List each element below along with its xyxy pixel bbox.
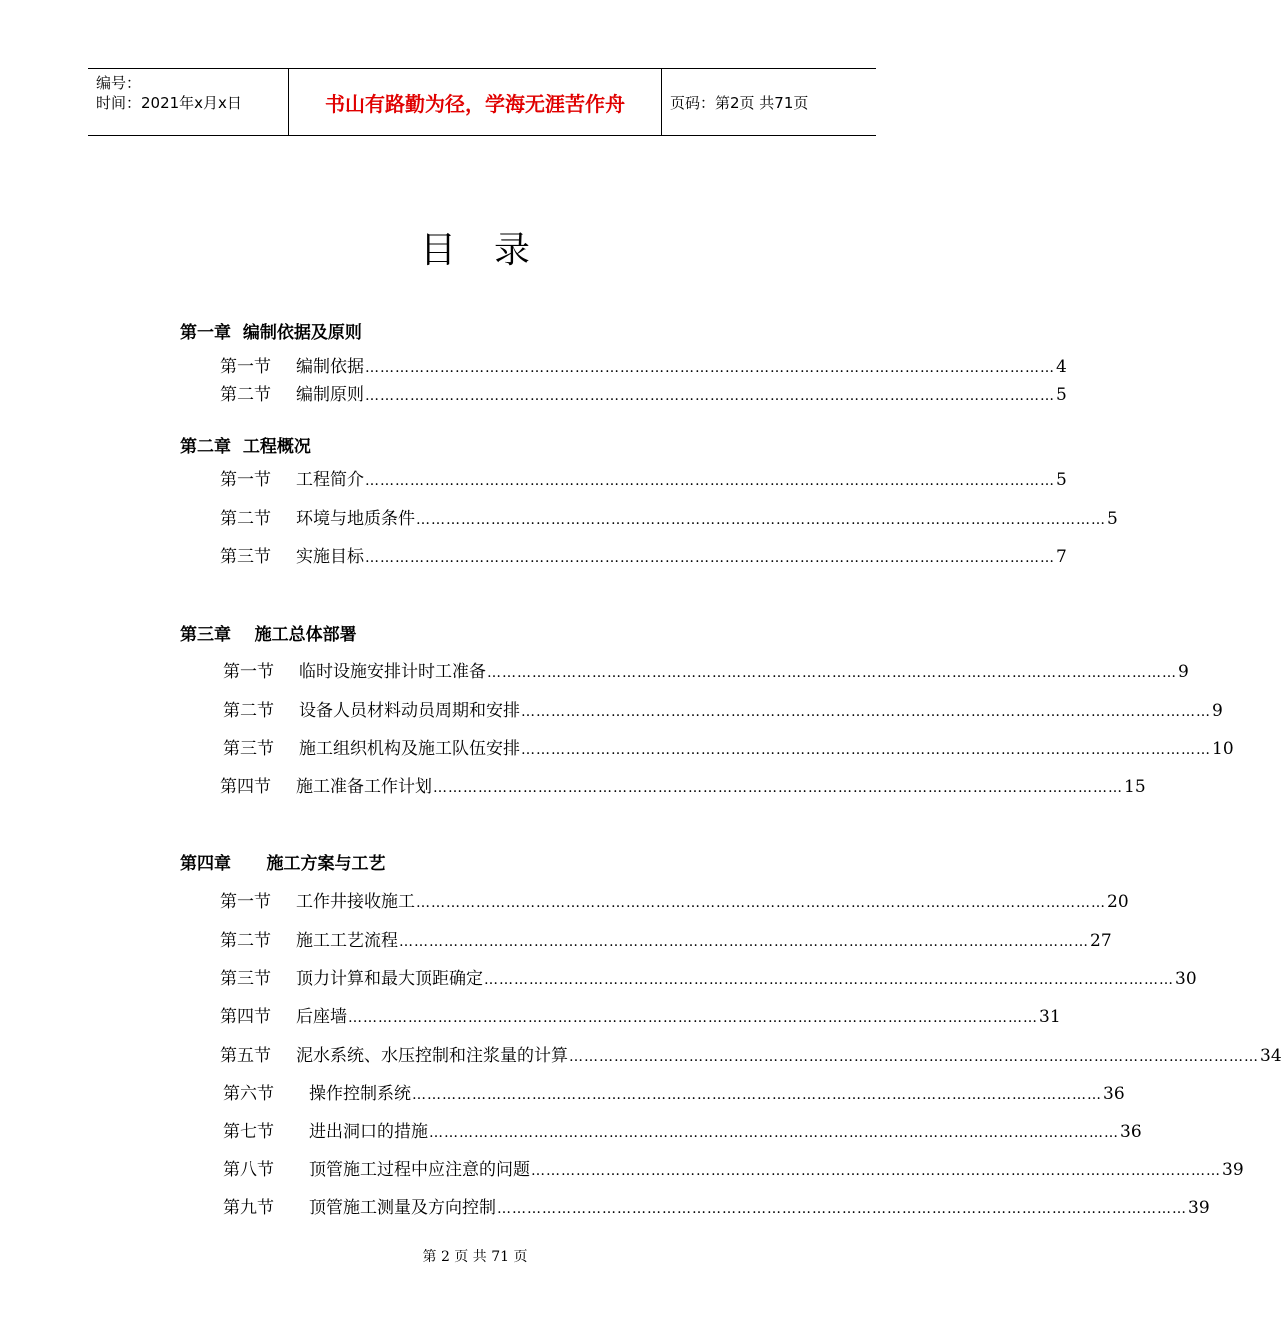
toc-entry[interactable]: [220, 542, 1067, 567]
section-title: 顶管施工测量及方向控制: [309, 1198, 496, 1218]
motto: 书山有路勤为径，学海无涯苦作舟: [288, 69, 662, 135]
section-number: 第三节: [220, 547, 271, 567]
toc-entry[interactable]: [220, 1002, 1061, 1027]
section-number: 第一节: [223, 662, 274, 682]
section-number: 第二节: [220, 509, 271, 529]
page-number: 27: [1090, 931, 1112, 951]
chapter-heading: 第二章 工程概况: [180, 437, 311, 457]
header-table: [88, 68, 876, 136]
section-number: 第七节: [223, 1122, 274, 1142]
leader-dots: …………………………………………………………………………………………………………………………: [531, 1163, 1221, 1179]
page-info: 页码：第2页 共71页: [670, 93, 809, 112]
toc-entry[interactable]: [220, 504, 1118, 529]
toc-entry[interactable]: [223, 696, 1223, 721]
section-title: 设备人员材料动员周期和安排: [299, 701, 520, 721]
toc-entry[interactable]: [220, 465, 1067, 490]
section-title: 泥水系统、水压控制和注浆量的计算: [296, 1046, 568, 1066]
page-number: 5: [1056, 385, 1067, 405]
page-number: 5: [1056, 470, 1067, 490]
section-number: 第一节: [220, 892, 271, 912]
page-number: 4: [1056, 357, 1067, 377]
leader-dots: …………………………………………………………………………………………………………………………: [412, 1087, 1102, 1103]
section-number: 第五节: [220, 1046, 271, 1066]
page-number: 9: [1178, 662, 1189, 682]
page-number: 34: [1260, 1046, 1282, 1066]
section-number: 第八节: [223, 1160, 274, 1180]
leader-dots: …………………………………………………………………………………………………………………………: [497, 1201, 1187, 1217]
section-title: 顶管施工过程中应注意的问题: [309, 1160, 530, 1180]
time-label: 时间：2021年x月x日: [96, 94, 242, 112]
page-number: 10: [1212, 739, 1234, 759]
toc-entry[interactable]: [223, 1155, 1244, 1180]
chapter-heading: 第四章 施工方案与工艺: [180, 854, 386, 874]
section-title: 临时设施安排计时工准备: [299, 662, 486, 682]
section-title: 施工工艺流程: [296, 931, 398, 951]
page-number: 5: [1107, 509, 1118, 529]
section-number: 第一节: [220, 470, 271, 490]
leader-dots: …………………………………………………………………………………………………………………………: [416, 895, 1106, 911]
toc-entry[interactable]: [220, 380, 1067, 405]
page-number: 36: [1120, 1122, 1142, 1142]
page-number: 39: [1222, 1160, 1244, 1180]
leader-dots: …………………………………………………………………………………………………………………………: [365, 473, 1055, 489]
leader-dots: …………………………………………………………………………………………………………………………: [429, 1125, 1119, 1141]
leader-dots: …………………………………………………………………………………………………………………………: [521, 704, 1211, 720]
section-title: 施工准备工作计划: [296, 777, 432, 797]
leader-dots: …………………………………………………………………………………………………………………………: [416, 512, 1106, 528]
toc-entry[interactable]: [223, 1079, 1125, 1104]
section-number: 第二节: [220, 931, 271, 951]
section-number: 第四节: [220, 777, 271, 797]
section-title: 实施目标: [296, 547, 364, 567]
section-number: 第二节: [220, 385, 271, 405]
toc-entry[interactable]: [223, 734, 1234, 759]
section-title: 编制依据: [296, 357, 364, 377]
leader-dots: …………………………………………………………………………………………………………………………: [484, 972, 1174, 988]
toc-entry[interactable]: [223, 1117, 1142, 1142]
page-number: 20: [1107, 892, 1129, 912]
section-title: 施工组织机构及施工队伍安排: [299, 739, 520, 759]
page-footer: 第 2 页 共 71 页: [422, 1249, 528, 1265]
page-number: 36: [1103, 1084, 1125, 1104]
leader-dots: …………………………………………………………………………………………………………………………: [365, 360, 1055, 376]
section-number: 第四节: [220, 1007, 271, 1027]
toc-title: 目录: [419, 230, 568, 271]
page-number: 15: [1124, 777, 1146, 797]
section-number: 第三节: [220, 969, 271, 989]
leader-dots: …………………………………………………………………………………………………………………………: [569, 1049, 1259, 1065]
number-label: 编号：: [96, 74, 142, 92]
toc-entry[interactable]: [220, 352, 1067, 377]
page-number: 7: [1056, 547, 1067, 567]
leader-dots: …………………………………………………………………………………………………………………………: [365, 550, 1055, 566]
section-title: 后座墙: [296, 1007, 347, 1027]
toc-entry[interactable]: [220, 887, 1129, 912]
toc-entry[interactable]: [223, 657, 1189, 682]
toc-entry[interactable]: [220, 1041, 1282, 1066]
page-number: 9: [1212, 701, 1223, 721]
section-number: 第一节: [220, 357, 271, 377]
section-title: 编制原则: [296, 385, 364, 405]
leader-dots: …………………………………………………………………………………………………………………………: [521, 742, 1211, 758]
header-meta: [88, 69, 288, 135]
section-title: 进出洞口的措施: [309, 1122, 428, 1142]
page-number: 39: [1188, 1198, 1210, 1218]
leader-dots: …………………………………………………………………………………………………………………………: [487, 665, 1177, 681]
leader-dots: …………………………………………………………………………………………………………………………: [365, 388, 1055, 404]
page-number: 30: [1175, 969, 1197, 989]
page-number: 31: [1039, 1007, 1061, 1027]
chapter-heading: 第三章 施工总体部署: [180, 625, 357, 645]
leader-dots: …………………………………………………………………………………………………………………………: [433, 780, 1123, 796]
section-number: 第三节: [223, 739, 274, 759]
section-number: 第九节: [223, 1198, 274, 1218]
section-title: 工程简介: [296, 470, 364, 490]
section-title: 顶力计算和最大顶距确定: [296, 969, 483, 989]
section-number: 第六节: [223, 1084, 274, 1104]
section-number: 第二节: [223, 701, 274, 721]
toc-entry[interactable]: [220, 964, 1197, 989]
section-title: 环境与地质条件: [296, 509, 415, 529]
toc-entry[interactable]: [223, 1193, 1210, 1218]
section-title: 操作控制系统: [309, 1084, 411, 1104]
chapter-heading: 第一章 编制依据及原则: [180, 323, 362, 343]
toc-entry[interactable]: [220, 772, 1146, 797]
leader-dots: …………………………………………………………………………………………………………………………: [348, 1010, 1038, 1026]
toc-entry[interactable]: [220, 926, 1112, 951]
leader-dots: …………………………………………………………………………………………………………………………: [399, 934, 1089, 950]
section-title: 工作井接收施工: [296, 892, 415, 912]
